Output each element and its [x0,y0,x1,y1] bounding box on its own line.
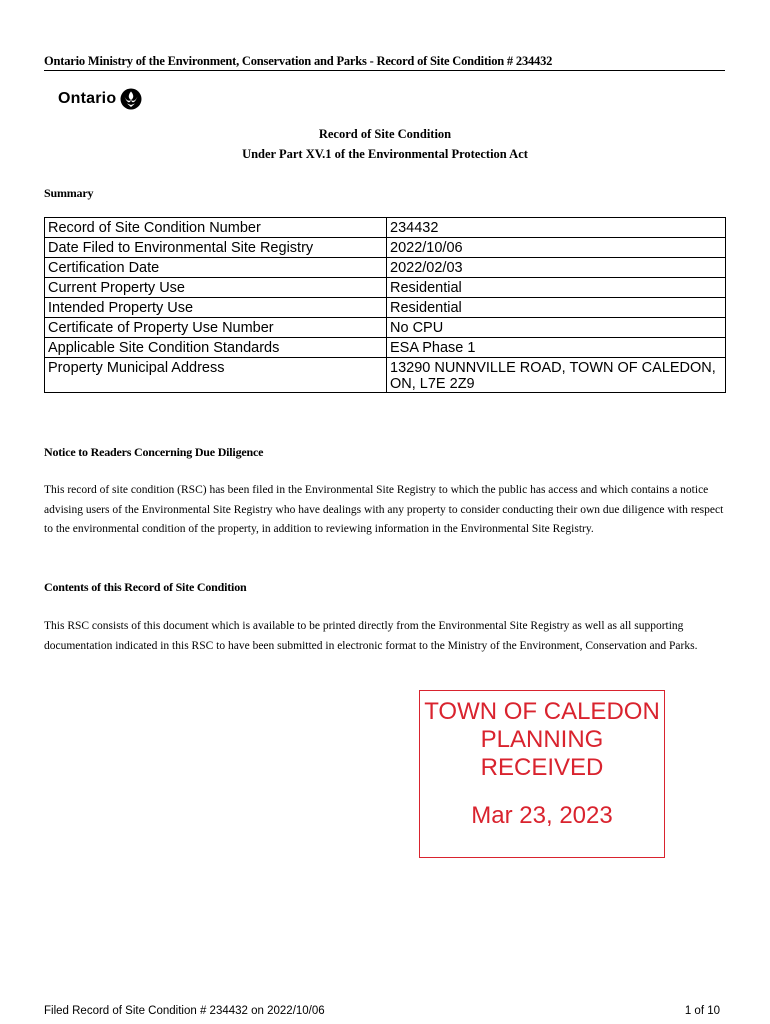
table-row [45,358,726,393]
document-title: Record of Site Condition [318,127,452,141]
table-row [45,298,726,318]
summary-value: 234432 [387,218,726,238]
notice-paragraph: This record of site condition (RSC) has been filed in the Environmental Site Registry to which the public has access and which contains a notice advising users of the Environmental Site Registry who have dealings with any property to consider conducting their own due diligence with respect to the environmental condition of the property, in addition to reviewing information in the Environmental Site Registry. [44,484,724,535]
table-row [45,218,726,238]
stamp-line-2: PLANNING [480,726,604,753]
summary-value: Residential [387,278,726,298]
table-row [45,238,726,258]
summary-label: Property Municipal Address [45,358,387,393]
summary-value: 2022/10/06 [387,238,726,258]
table-row [45,258,726,278]
stamp-line-3: RECEIVED [480,754,604,781]
ontario-logo [58,88,142,110]
received-stamp [419,690,665,858]
summary-label: Intended Property Use [45,298,387,318]
summary-value: Residential [387,298,726,318]
contents-paragraph: This RSC consists of this document which is available to be printed directly from the Environmental Site Registry as well as all supporting documentation indicated in this RSC to have been submitted in electronic format to the Ministry of the Environment, Conservation and Parks. [44,620,698,652]
contents-heading: Contents of this Record of Site Condition [44,580,247,594]
summary-table [44,217,726,393]
summary-value: No CPU [387,318,726,338]
trillium-icon [120,88,142,110]
footer-left: Filed Record of Site Condition # 234432 on 2022/10/06 [44,1005,325,1017]
summary-value: 13290 NUNNVILLE ROAD, TOWN OF CALEDON, ON, L7E 2Z9 [387,358,726,393]
table-row [45,278,726,298]
summary-label: Certification Date [45,258,387,278]
document-subtitle: Under Part XV.1 of the Environmental Protection Act [242,147,528,161]
summary-value: 2022/02/03 [387,258,726,278]
logo-wordmark: Ontario [58,90,117,107]
page-number: 1 of 10 [684,1005,720,1017]
summary-label: Record of Site Condition Number [45,218,387,238]
notice-heading: Notice to Readers Concerning Due Diligence [44,445,264,459]
summary-label: Certificate of Property Use Number [45,318,387,338]
summary-label: Date Filed to Environmental Site Registry [45,238,387,258]
summary-label: Applicable Site Condition Standards [45,338,387,358]
stamp-date: Mar 23, 2023 [471,802,613,829]
page-header: Ontario Ministry of the Environment, Conservation and Parks - Record of Site Condition # 234432 [44,54,725,71]
table-row [45,318,726,338]
summary-heading: Summary [44,186,94,200]
table-row [45,338,726,358]
stamp-line-1: TOWN OF CALEDON [424,698,660,725]
summary-label: Current Property Use [45,278,387,298]
summary-value: ESA Phase 1 [387,338,726,358]
